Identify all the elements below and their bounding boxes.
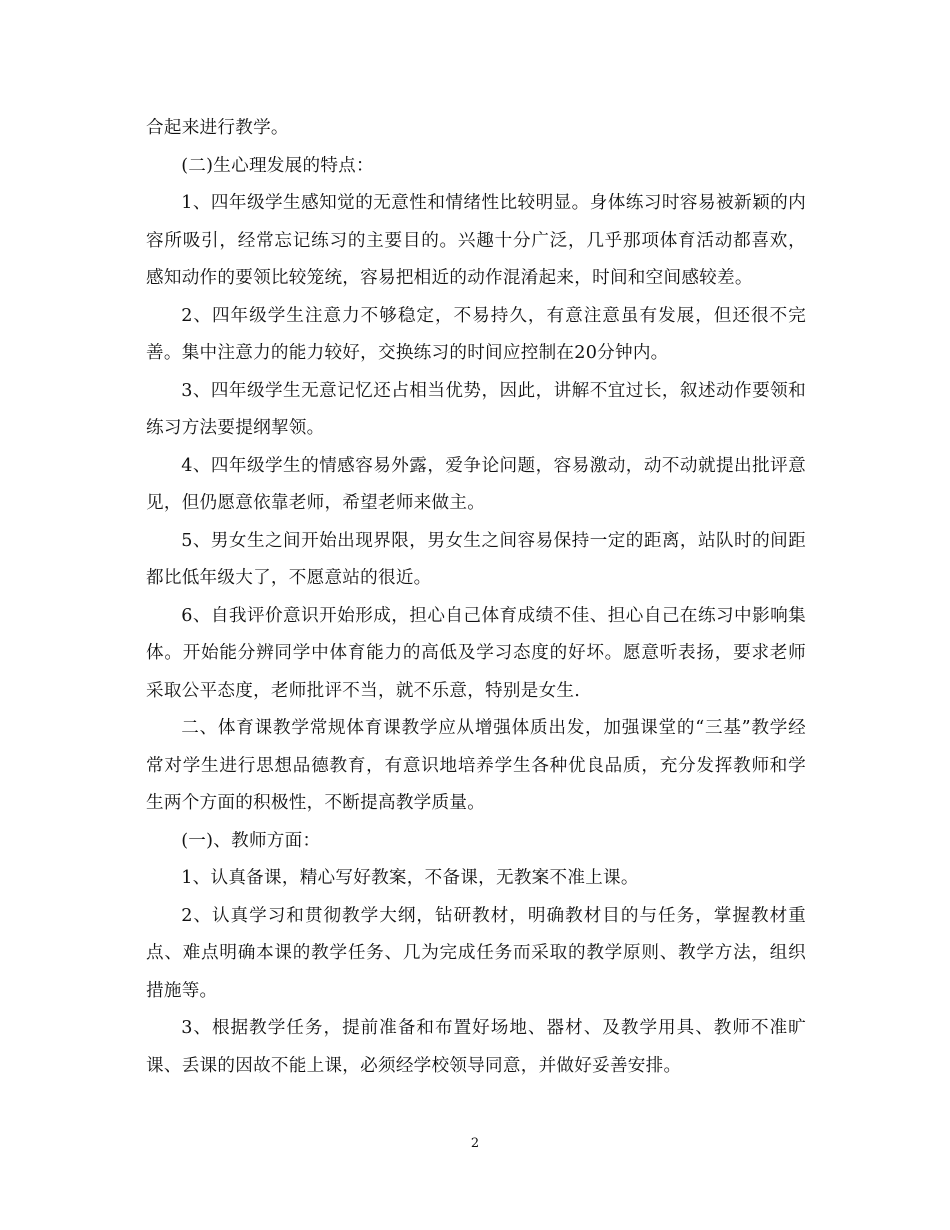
page-number: 2 [470, 1136, 480, 1151]
paragraph-teacher-2: 2、认真学习和贯彻教学大纲，钻研教材，明确教材目的与任务，掌握教材重点、难点明确本课的教学任务、几为完成任务而采取的教学原则、教学方法，组织措施等。 [146, 905, 806, 1001]
paragraph-point-1: 1、四年级学生感知觉的无意性和情绪性比较明显。身体练习时容易被新颖的内容所吸引，经常忘记练习的主要目的。兴趣十分广泛，几乎那项体育活动都喜欢，感知动作的要领比较笼统，容易把相近的动作混淆起来，时间和空间感较差。 [146, 193, 806, 288]
paragraph-teacher-1: 1、认真备课，精心写好教案，不备课，无教案不准上课。 [181, 868, 639, 888]
paragraph-point-5: 5、男女生之间开始出现界限，男女生之间容易保持一定的距离，站队时的间距都比低年级大了，不愿意站的很近。 [146, 530, 806, 588]
section-heading-psychology: (二)生心理发展的特点： [181, 155, 374, 176]
paragraph-point-2: 2、四年级学生注意力不够稳定，不易持久，有意注意虽有发展，但还很不完善。集中注意力的能力较好，交换练习的时间应控制在20分钟内。 [146, 305, 806, 363]
paragraph-teacher-3: 3、根据教学任务，提前准备和布置好场地、器材、及教学用具、教师不准旷课、丢课的因故不能上课，必须经学校领导同意，并做好妥善安排。 [146, 1018, 806, 1076]
paragraph-point-4: 4、四年级学生的情感容易外露，爱争论问题，容易激动，动不动就提出批评意见，但仍愿意依靠老师，希望老师来做主。 [146, 455, 806, 513]
paragraph-continuation: 合起来进行教学。 [146, 118, 289, 138]
subsection-heading-teacher: (一)、教师方面： [181, 830, 321, 851]
section-heading-teaching-routine: 二、体育课教学常规体育课教学应从增强体质出发，加强课堂的“三基”教学经常对学生进行思想品德教育，有意识地培养学生各种优良品质，充分发挥教师和学生两个方面的积极性，不断提高教学质量。 [146, 718, 806, 813]
paragraph-point-3: 3、四年级学生无意记忆还占相当优势，因此，讲解不宜过长，叙述动作要领和练习方法要提纲挈领。 [146, 380, 806, 438]
paragraph-point-6: 6、自我评价意识开始形成，担心自己体育成绩不佳、担心自己在练习中影响集体。开始能分辨同学中体育能力的高低及学习态度的好坏。愿意听表扬，要求老师采取公平态度，老师批评不当，就不乐意，特别是女生. [146, 605, 806, 701]
document-body [146, 110, 806, 1085]
